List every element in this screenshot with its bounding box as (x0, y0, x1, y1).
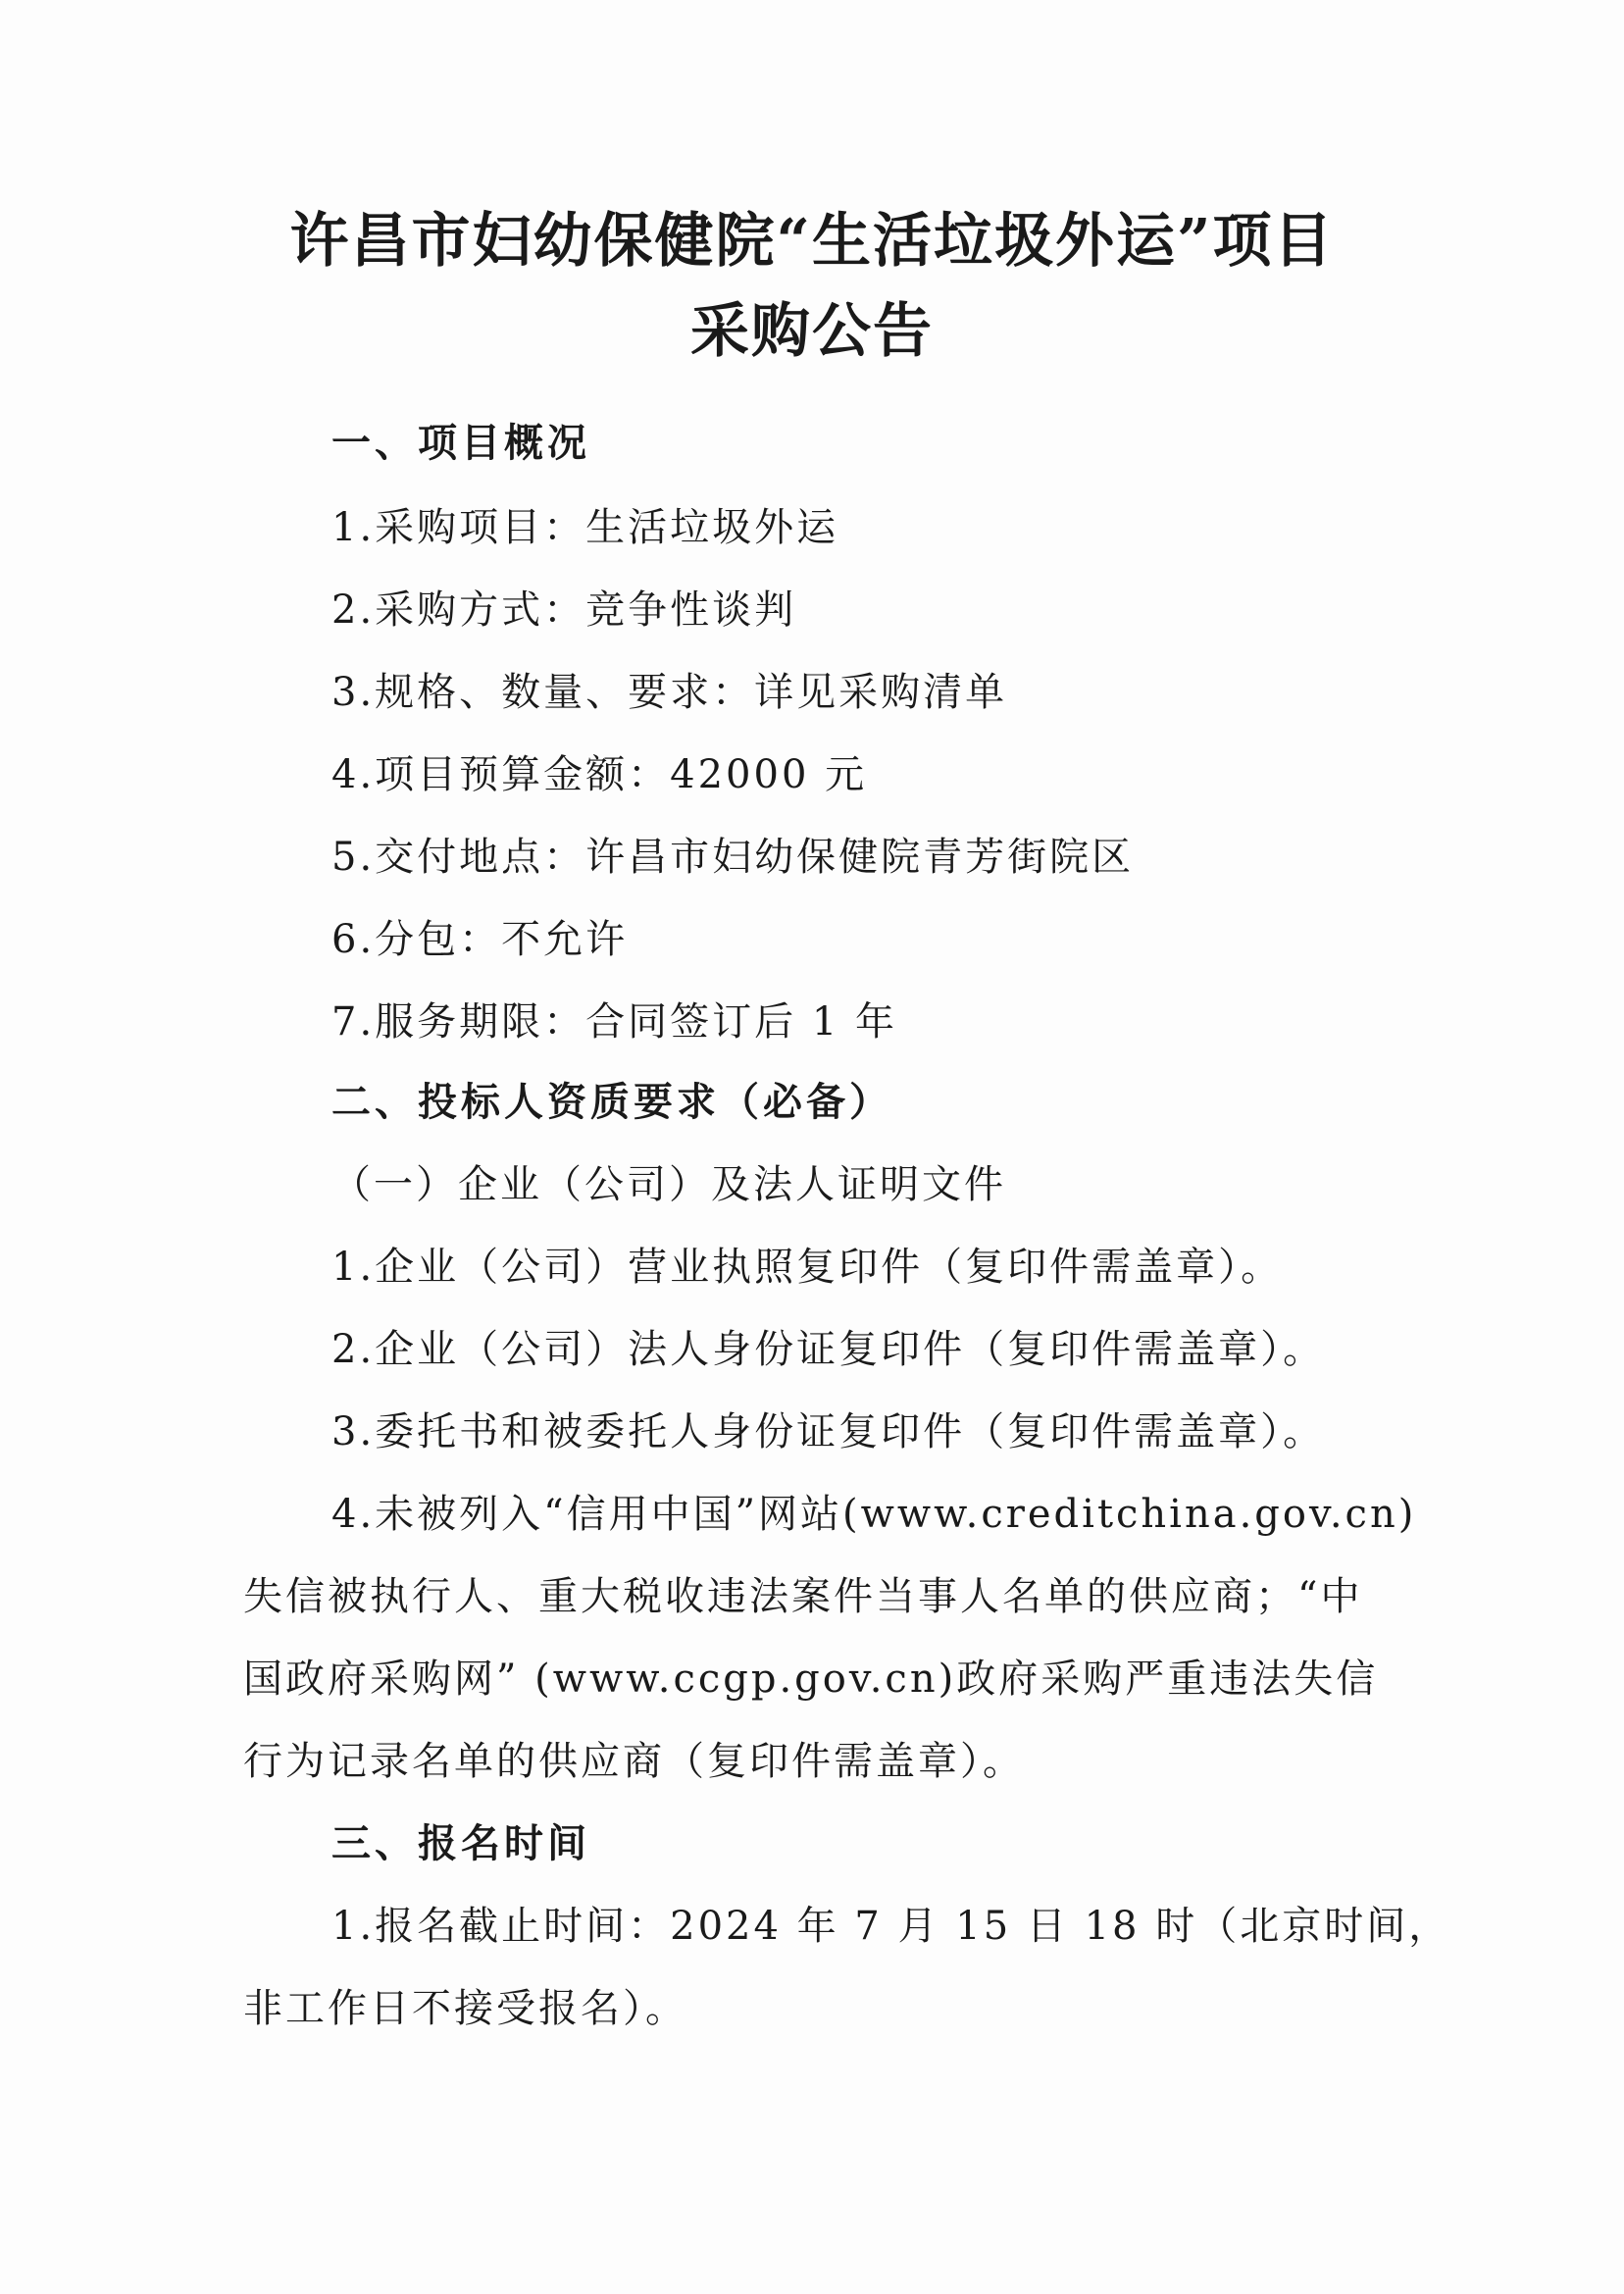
section-1-item-7: 7.服务期限：合同签订后 1 年 (331, 999, 898, 1045)
document-title-line-1: 许昌市妇幼保健院“生活垃圾外运”项目 (289, 207, 1335, 276)
section-2-item-4-line-4: 行为记录名单的供应商（复印件需盖章）。 (243, 1739, 1025, 1784)
document-title-line-2: 采购公告 (690, 297, 934, 366)
section-2-item-4-line-3: 国政府采购网” (www.ccgp.gov.cn)政府采购严重违法失信 (243, 1657, 1379, 1702)
section-2-item-4-line-2: 失信被执行人、重大税收违法案件当事人名单的供应商；“中 (243, 1574, 1363, 1619)
section-1-item-4: 4.项目预算金额：42000 元 (331, 752, 868, 797)
section-3-item-1-line-2: 非工作日不接受报名）。 (243, 1986, 687, 2031)
section-2-item-3: 3.委托书和被委托人身份证复印件（复印件需盖章）。 (331, 1409, 1326, 1454)
section-2-item-2: 2.企业（公司）法人身份证复印件（复印件需盖章）。 (331, 1327, 1326, 1372)
section-2-item-1: 1.企业（公司）营业执照复印件（复印件需盖章）。 (331, 1245, 1284, 1290)
section-3-heading: 三、报名时间 (331, 1821, 590, 1866)
section-1-item-1: 1.采购项目：生活垃圾外运 (331, 505, 839, 550)
section-2-heading: 二、投标人资质要求（必备） (331, 1080, 892, 1125)
section-1-item-3: 3.规格、数量、要求：详见采购清单 (331, 670, 1008, 715)
section-1-item-6: 6.分包：不允许 (331, 917, 629, 962)
section-3-item-1-line-1: 1.报名截止时间：2024 年 7 月 15 日 18 时（北京时间， (331, 1904, 1451, 1949)
section-2-item-4-line-1: 4.未被列入“信用中国”网站(www.creditchina.gov.cn) (331, 1492, 1417, 1537)
section-1-heading: 一、项目概况 (331, 421, 590, 466)
section-1-item-5: 5.交付地点：许昌市妇幼保健院青芳街院区 (331, 835, 1135, 880)
section-2-subheading: （一）企业（公司）及法人证明文件 (331, 1162, 1006, 1207)
section-1-item-2: 2.采购方式：竞争性谈判 (331, 587, 797, 633)
